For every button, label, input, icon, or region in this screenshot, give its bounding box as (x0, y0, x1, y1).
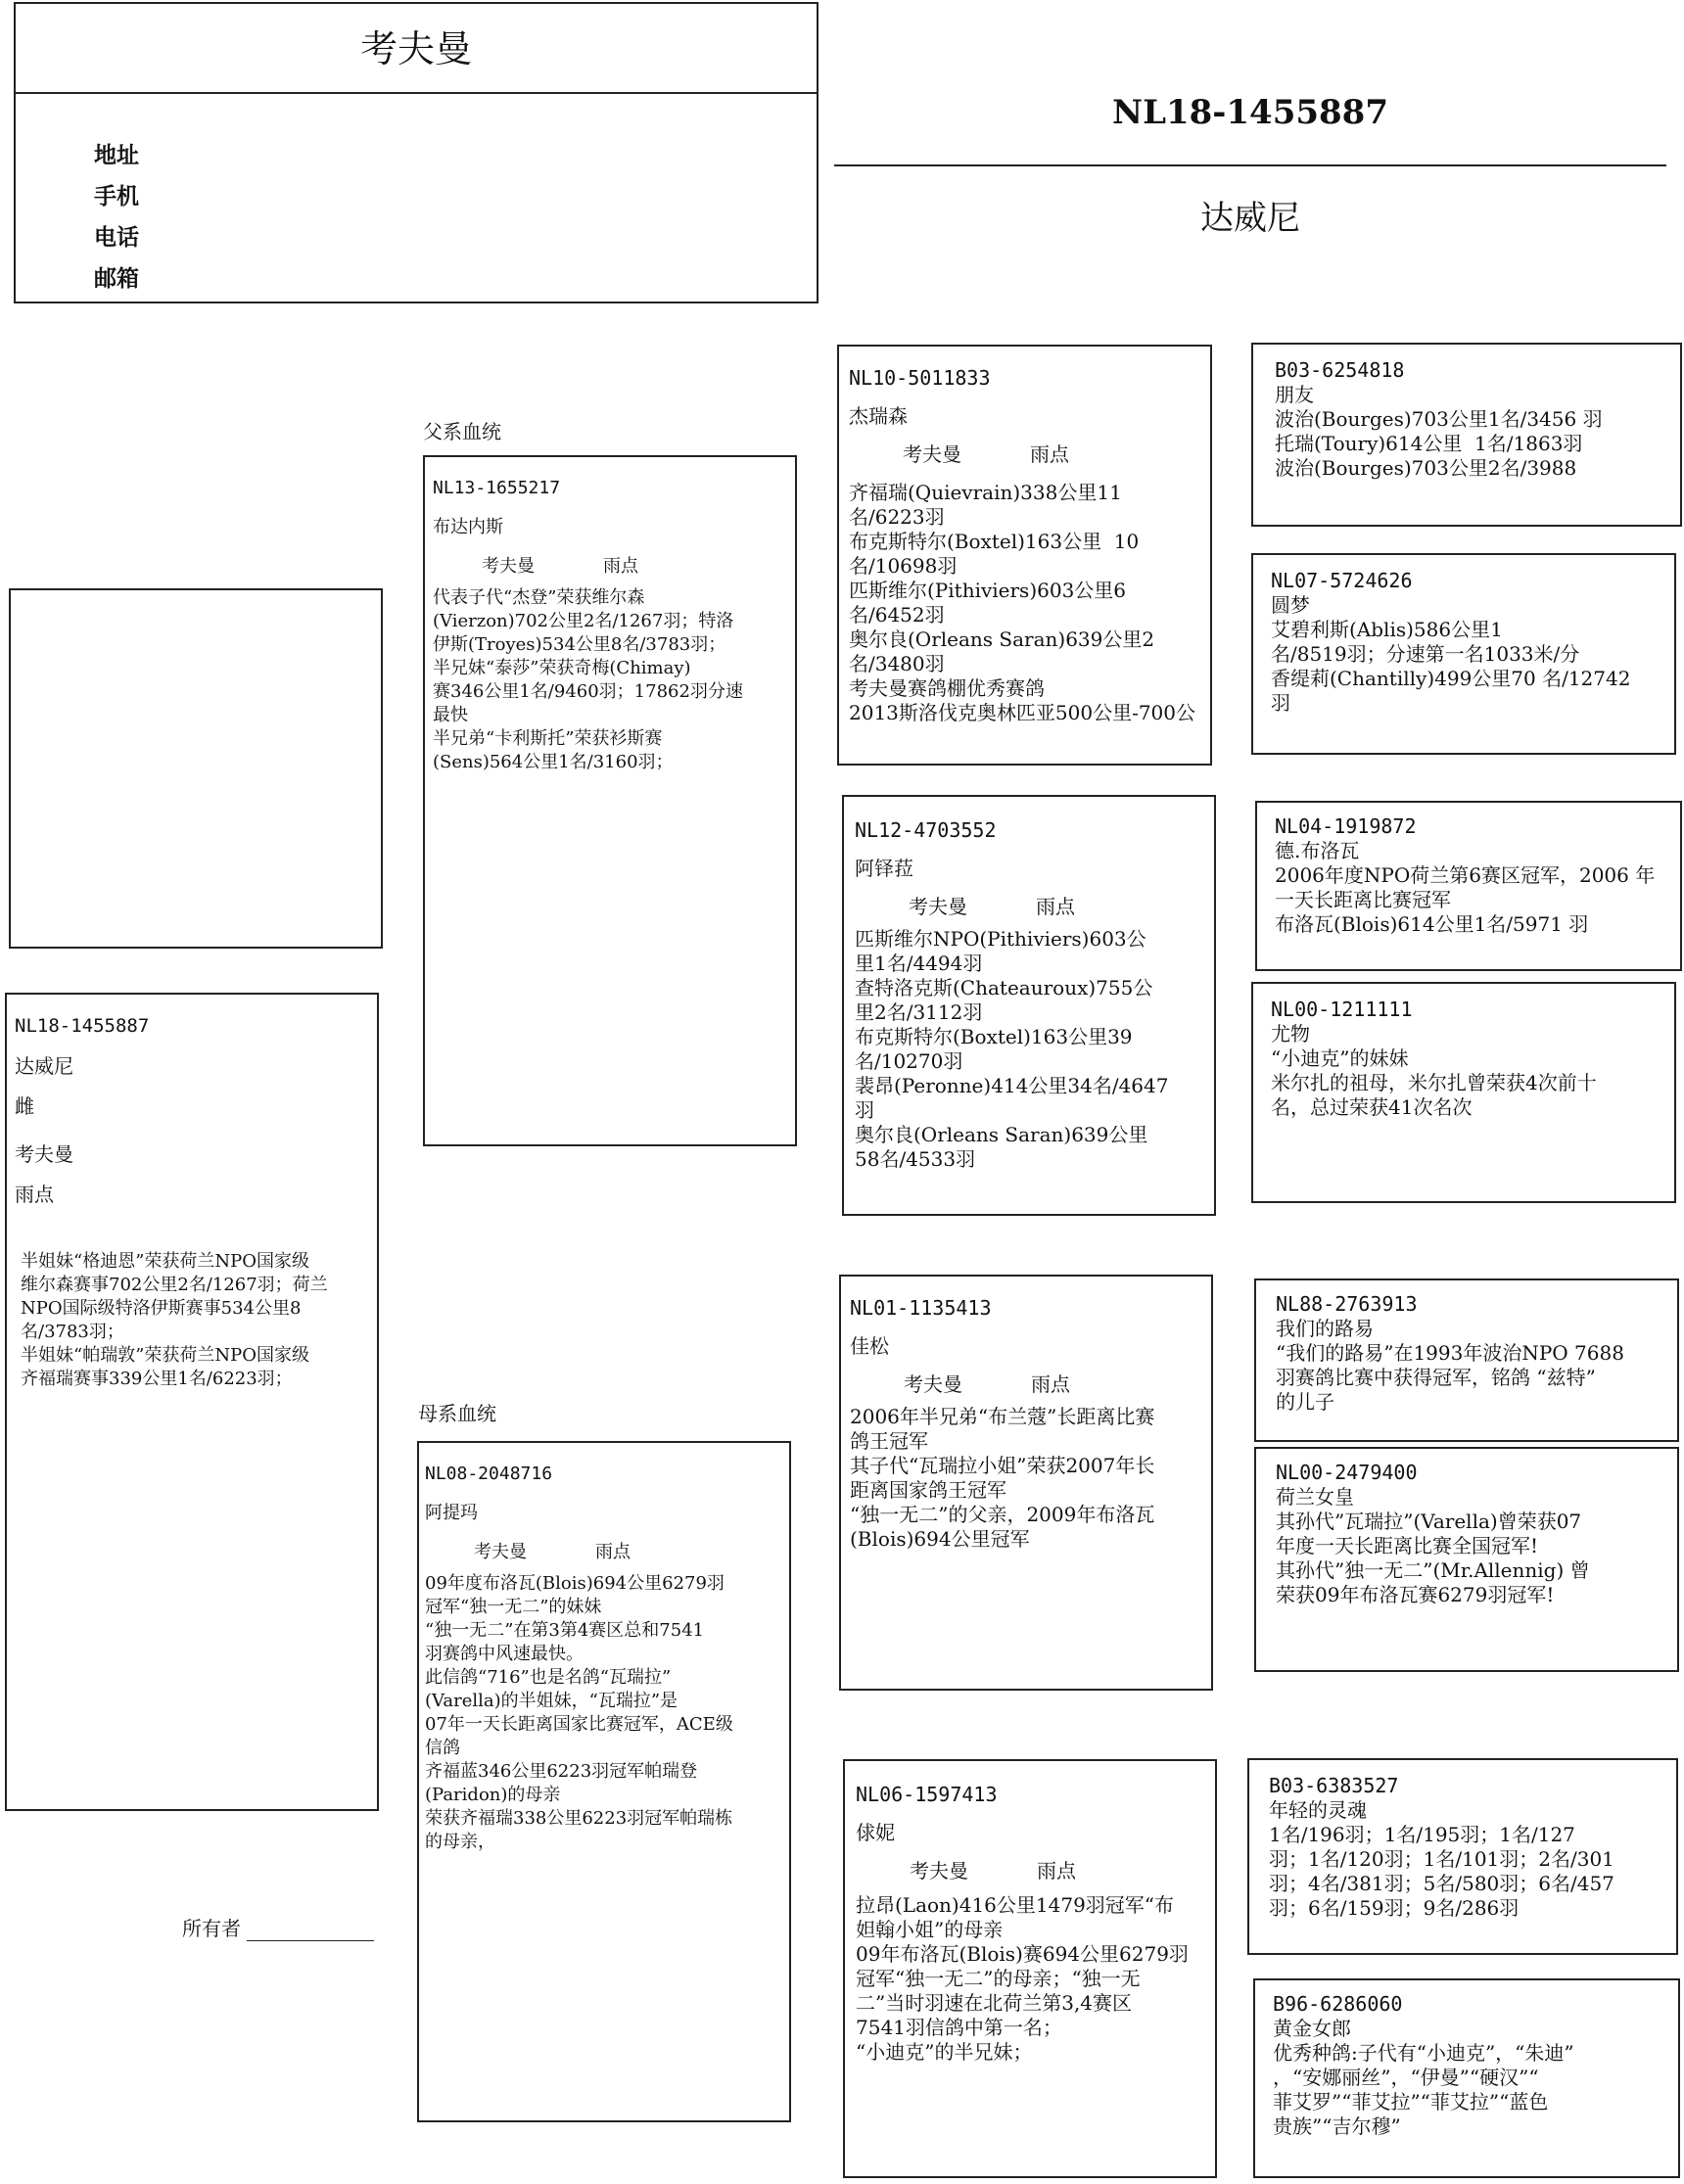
note-line: 维尔森赛事702公里2名/1267羽；荷兰 (21, 1275, 328, 1295)
dam-sire-card (839, 1275, 1213, 1691)
ggp-name: 朋友 (1275, 383, 1314, 406)
note-line: 菲艾罗”“菲艾拉”“菲艾拉”“蓝色 (1273, 2090, 1549, 2114)
dam-breeder-color (474, 1541, 783, 1564)
note-line: 考夫曼赛鸽棚优秀赛鸽 (849, 676, 1045, 700)
note-line: 布克斯特尔(Boxtel)163公里39 (855, 1025, 1133, 1048)
note-line: 半兄弟“卡利斯托”荣获衫斯赛 (433, 728, 663, 749)
note-line: 裴昂(Peronne)414公里34名/4647 (855, 1074, 1169, 1097)
dam-sire-name: 佳松 (850, 1334, 889, 1358)
note-line: 齐福蓝346公里6223羽冠军帕瑞登 (425, 1761, 698, 1782)
note-line: 羽赛鸽比赛中获得冠军，铭鸽 “兹特” (1276, 1366, 1596, 1389)
subject-breeder: 考夫曼 (15, 1142, 73, 1166)
note-line: 羽；1名/120羽；1名/101羽；2名/301 (1269, 1847, 1614, 1871)
dam-card (417, 1441, 791, 2122)
note-line: 距离国家鸽王冠军 (850, 1478, 1006, 1502)
dam-notes (425, 1572, 783, 1854)
phone-label: 电话 (94, 225, 139, 251)
note-line: 鸽王冠军 (850, 1429, 928, 1453)
note-line: 赛346公里1名/9460羽；17862羽分速 (433, 681, 743, 702)
note-line: 奥尔良(Orleans Saran)639公里2 (849, 627, 1155, 651)
ggp-name: 年轻的灵魂 (1269, 1798, 1367, 1822)
note-line: 布洛瓦(Blois)614公里1名/5971 羽 (1275, 912, 1589, 936)
sire-dam-breeder: 考夫曼 (909, 895, 967, 918)
note-line: 的儿子 (1276, 1390, 1334, 1414)
note-line: 羽 (1271, 691, 1290, 715)
sire-card (423, 455, 797, 1146)
note-line: 荣获09年布洛瓦赛6279羽冠军! (1276, 1583, 1555, 1606)
ggp-ring: NL88-2763913 (1276, 1292, 1418, 1316)
note-line: “我们的路易”在1993年波治NPO 7688 (1276, 1341, 1624, 1365)
ggp-name: 德.布洛瓦 (1275, 839, 1360, 862)
note-line: 年度一天长距离比赛全国冠军! (1276, 1534, 1539, 1557)
note-line: 2006年度NPO荷兰第6赛区冠军，2006 年 (1275, 863, 1656, 887)
dam-name: 阿提玛 (425, 1503, 478, 1523)
header-bird-name: 达威尼 (1200, 199, 1300, 238)
dam-dam-name: 俅妮 (856, 1821, 895, 1844)
note-line: “小迪克”的妹妹 (1271, 1046, 1409, 1070)
contact-labels (94, 135, 139, 300)
sire-notes (433, 586, 787, 774)
note-line: (Sens)564公里1名/3160羽； (433, 752, 674, 772)
note-line: 米尔扎的祖母，米尔扎曾荣获4次前十 (1271, 1071, 1597, 1094)
note-line: 波治(Bourges)703公里2名/3988 (1275, 456, 1577, 480)
note-line: 波治(Bourges)703公里1名/3456 羽 (1275, 407, 1603, 431)
note-line: 布克斯特尔(Boxtel)163公里 10 (849, 530, 1140, 553)
ggp-name: 我们的路易 (1276, 1317, 1374, 1340)
note-line: 里2名/3112羽 (855, 1000, 983, 1024)
sire-dam-name: 阿铎菈 (855, 857, 913, 880)
dam-color: 雨点 (595, 1542, 631, 1562)
note-line: 匹斯维尔NPO(Pithiviers)603公 (855, 927, 1146, 951)
note-line: (Paridon)的母亲 (425, 1785, 561, 1805)
header-divider (834, 164, 1666, 166)
ggp-card-4 (1251, 982, 1676, 1203)
ggp-name: 黄金女郎 (1273, 2017, 1351, 2040)
dam-sire-breeder-color (904, 1372, 1202, 1397)
photo-frame (9, 588, 383, 949)
dam-dam-notes (856, 1893, 1204, 2065)
note-line: 拉昂(Laon)416公里1479羽冠军“布 (856, 1893, 1175, 1917)
note-line: ，“安娜丽丝”，“伊曼”“硬汉”“ (1273, 2066, 1539, 2089)
note-line: 2013斯洛伐克奥林匹亚500公里-700公 (849, 701, 1196, 724)
dam-sire-notes (850, 1405, 1202, 1552)
note-line: 信鸽 (425, 1738, 460, 1758)
note-line: 荣获齐福瑞338公里6223羽冠军帕瑞栋 (425, 1808, 733, 1829)
note-line: 优秀种鸽:子代有“小迪克”，“朱迪” (1273, 2041, 1574, 2065)
note-line: 冠军“独一无二”的母亲；“独一无 (856, 1967, 1141, 1990)
note-line: 羽赛鸽中风速最快。 (425, 1644, 584, 1664)
note-line: 名，总过荣获41次名次 (1271, 1095, 1473, 1119)
dam-dam-card (843, 1759, 1217, 2178)
ggp-card-3 (1255, 801, 1682, 971)
note-line: 冠军“独一无二”的妹妹 (425, 1597, 602, 1617)
ggp-ring: NL04-1919872 (1275, 814, 1417, 838)
sire-sire-breeder: 考夫曼 (903, 442, 961, 466)
email-label: 邮箱 (94, 266, 139, 292)
note-line: 其子代“瓦瑞拉小姐”荣获2007年长 (850, 1454, 1155, 1477)
note-line: 09年度布洛瓦(Blois)694公里6279羽 (425, 1573, 725, 1594)
address-label: 地址 (94, 143, 139, 168)
note-line: 匹斯维尔(Pithiviers)603公里6 (849, 579, 1127, 602)
note-line: 名/6223羽 (849, 505, 945, 529)
owner-card (14, 2, 819, 303)
note-line: 贵族”“吉尔穆” (1273, 2114, 1401, 2138)
note-line: 名/8519羽；分速第一名1033米/分 (1271, 642, 1580, 666)
note-line: 7541羽信鸽中第一名； (856, 2016, 1062, 2039)
dam-dam-breeder-color (910, 1859, 1204, 1883)
note-line: NPO国际级特洛伊斯赛事534公里8 (21, 1298, 302, 1319)
note-line: 奥尔良(Orleans Saran)639公里 (855, 1123, 1148, 1146)
note-line: 名/6452羽 (849, 603, 945, 627)
dam-breeder: 考夫曼 (474, 1542, 527, 1562)
owner-signature (182, 1917, 374, 1941)
sire-sire-notes (849, 481, 1200, 725)
sire-breeder-color (482, 555, 787, 579)
ggp-ring: NL00-2479400 (1276, 1461, 1418, 1484)
dam-dam-ring: NL06-1597413 (856, 1783, 998, 1806)
sire-breeder: 考夫曼 (482, 556, 535, 577)
sire-sire-card (837, 345, 1212, 766)
ggp-ring: B03-6383527 (1269, 1774, 1399, 1797)
note-line: (Varella)的半姐妹，“瓦瑞拉”是 (425, 1691, 678, 1711)
note-line: 名/3783羽； (21, 1322, 124, 1342)
ggp-ring: NL07-5724626 (1271, 569, 1413, 592)
note-line: 羽 (855, 1098, 874, 1122)
note-line: 1名/196羽；1名/195羽；1名/127 (1269, 1823, 1575, 1846)
subject-card (5, 993, 379, 1811)
note-line: 2006年半兄弟“布兰蔻”长距离比赛 (850, 1405, 1155, 1428)
dam-sire-ring: NL01-1135413 (850, 1296, 992, 1320)
note-line: 07年一天长距离国家比赛冠军，ACE级 (425, 1714, 733, 1735)
sire-sire-color: 雨点 (1030, 442, 1069, 466)
ggp-card-8 (1253, 1978, 1680, 2178)
note-line: 里1名/4494羽 (855, 952, 983, 975)
owner-label: 所有者 (182, 1917, 241, 1940)
note-line: 齐福瑞赛事339公里1名/6223羽； (21, 1369, 293, 1389)
sire-ring: NL13-1655217 (433, 478, 561, 498)
note-line: 半兄妹“泰莎”荣获奇梅(Chimay) (433, 658, 691, 678)
note-line: 半姐妹“帕瑞敦”荣获荷兰NPO国家级 (21, 1345, 310, 1366)
note-line: 名/10270羽 (855, 1049, 963, 1073)
note-line: 查特洛克斯(Chateauroux)755公 (855, 976, 1153, 999)
note-line: “独一无二”在第3第4赛区总和7541 (425, 1620, 705, 1641)
subject-ring: NL18-1455887 (15, 1015, 150, 1037)
note-line: 名/3480羽 (849, 652, 945, 675)
note-line: 二”当时羽速在北荷兰第3,4赛区 (856, 1991, 1133, 2015)
note-line: “独一无二”的父亲，2009年布洛瓦 (850, 1503, 1155, 1526)
note-line: 58名/4533羽 (855, 1147, 976, 1171)
note-line: 半姐妹“格迪恩”荣获荷兰NPO国家级 (21, 1251, 310, 1272)
note-line: 代表子代“杰登”荣获维尔森 (433, 587, 645, 608)
note-line: 香缇莉(Chantilly)499公里70 名/12742 (1271, 667, 1631, 690)
note-line: 名/10698羽 (849, 554, 958, 578)
note-line: 一天长距离比赛冠军 (1275, 888, 1451, 911)
ggp-card-7 (1247, 1758, 1678, 1955)
subject-sex: 雌 (15, 1094, 34, 1118)
ggp-ring: NL00-1211111 (1271, 998, 1413, 1021)
ggp-ring: B03-6254818 (1275, 358, 1405, 382)
ggp-card-5 (1254, 1278, 1679, 1442)
note-line: 羽；4名/381羽；5名/580羽；6名/457 (1269, 1872, 1614, 1895)
mobile-label: 手机 (94, 184, 139, 209)
sire-sire-ring: NL10-5011833 (849, 366, 991, 390)
note-line: 托瑞(Toury)614公里 1名/1863羽 (1275, 432, 1583, 455)
dam-dam-color: 雨点 (1037, 1859, 1076, 1882)
ggp-name: 荷兰女皇 (1276, 1485, 1354, 1509)
dam-sire-color: 雨点 (1031, 1372, 1070, 1396)
note-line: 其孙代”独一无二”(Mr.Allennig) 曾 (1276, 1558, 1590, 1582)
sire-dam-breeder-color (909, 895, 1203, 919)
dam-dam-breeder: 考夫曼 (910, 1859, 968, 1882)
ggp-card-2 (1251, 553, 1676, 755)
ggp-ring: B96-6286060 (1273, 1992, 1403, 2016)
sire-color: 雨点 (603, 556, 638, 577)
dam-ring: NL08-2048716 (425, 1464, 553, 1484)
dam-sire-breeder: 考夫曼 (904, 1372, 962, 1396)
sire-dam-card (842, 795, 1216, 1216)
note-line: “小迪克”的半兄妹； (856, 2040, 1033, 2064)
header-ring-number: NL18-1455887 (1111, 93, 1388, 132)
note-line: 此信鸽“716”也是名鸽“瓦瑞拉” (425, 1667, 672, 1688)
note-line: 其孙代”瓦瑞拉”(Varella)曾荣获07 (1276, 1510, 1582, 1533)
note-line: 的母亲， (425, 1832, 495, 1852)
note-line: 伊斯(Troyes)534公里8名/3783羽； (433, 634, 726, 655)
sire-section-label: 父系血统 (423, 420, 501, 443)
note-line: 最快 (433, 705, 468, 725)
subject-notes (15, 1250, 369, 1391)
note-line: 羽；6名/159羽；9名/286羽 (1269, 1896, 1520, 1920)
dam-section-label: 母系血统 (418, 1402, 496, 1425)
ggp-card-6 (1254, 1447, 1679, 1672)
note-line: (Vierzon)702公里2名/1267羽；特洛 (433, 611, 734, 631)
note-line: 齐福瑞(Quievrain)338公里11 (849, 481, 1122, 504)
owner-signature-line (247, 1940, 374, 1941)
subject-color: 雨点 (15, 1183, 54, 1206)
ggp-name: 尤物 (1271, 1022, 1310, 1046)
subject-name: 达威尼 (15, 1054, 73, 1078)
note-line: 艾碧利斯(Ablis)586公里1 (1271, 618, 1503, 641)
sire-dam-notes (855, 927, 1203, 1172)
ggp-card-1 (1251, 343, 1682, 527)
sire-name: 布达内斯 (433, 517, 503, 537)
sire-dam-color: 雨点 (1036, 895, 1075, 918)
owner-name: 考夫曼 (16, 4, 817, 94)
note-line: 妲翰小姐”的母亲 (856, 1918, 1004, 1941)
ggp-name: 圆梦 (1271, 593, 1310, 617)
note-line: 09年布洛瓦(Blois)赛694公里6279羽 (856, 1942, 1189, 1966)
sire-sire-name: 杰瑞森 (849, 404, 908, 428)
note-line: (Blois)694公里冠军 (850, 1527, 1030, 1551)
sire-dam-ring: NL12-4703552 (855, 818, 997, 842)
sire-sire-breeder-color (903, 442, 1200, 467)
